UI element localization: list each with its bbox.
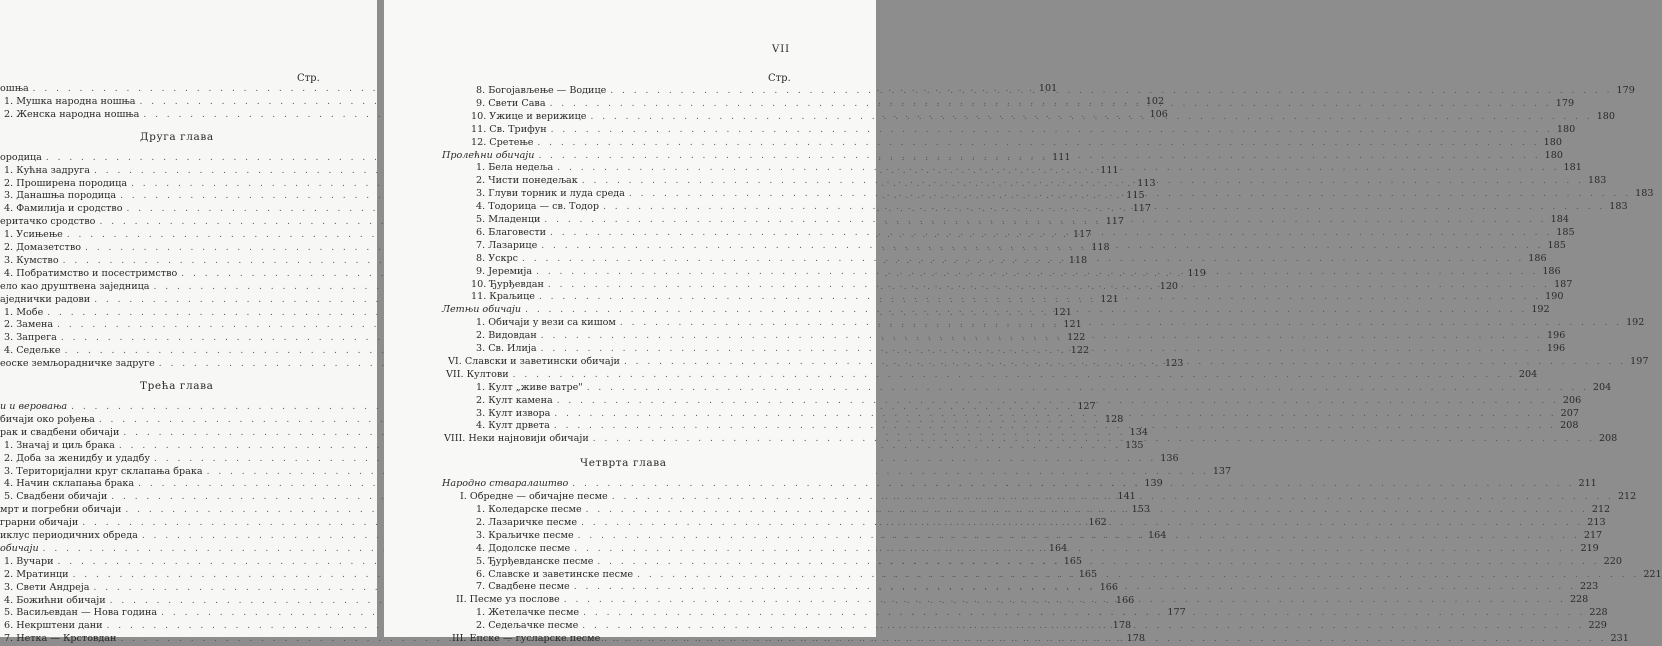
toc-entry-title: 3. Св. Илија [476,343,537,354]
toc-entry-title: 1. Жетелачке песме [476,607,580,619]
toc-entry-title: 2. Култ камена [476,394,553,406]
toc-entry-page: 229 [1588,620,1607,632]
toc-entry-page: 164 [1148,530,1167,541]
toc-entry-page: 118 [1091,242,1110,253]
toc-entry-page: 192 [1531,304,1550,316]
toc-entry-title: 8. Ускрс [476,252,519,264]
toc-entry-page: 121 [1100,293,1119,305]
toc-entry-page: 122 [1070,345,1090,357]
toc-entry-title: обичаји [0,542,39,554]
toc-entry-title: 1. Мобе [4,306,44,318]
toc-entry-title: 2. Седељачке песме [476,620,579,632]
toc-entry-page: 164 [1048,542,1068,554]
toc-entry-page: 106 [1149,108,1168,120]
toc-entry-title: Народно стваралаштво [442,478,569,490]
toc-entry-page: 208 [1598,433,1618,445]
toc-entry-page: 162 [1088,517,1107,529]
toc-entry-page: 190 [1545,291,1564,303]
toc-entry-title: Летњи обичаји [442,304,522,316]
toc-entry-page: 121 [1053,306,1072,318]
toc-entry-page: 231 [1610,633,1629,644]
toc-entry-title: 8. Богојављење — Водице [476,85,607,96]
toc-entry-page: 123 [1164,358,1184,370]
toc-entry-title: 5. Младенци [476,214,541,225]
toc-entry-title: рак и свадбени обичаји [0,426,120,438]
toc-entry-title: 2. Домазетство [4,242,82,253]
toc-entry-page: 183 [1609,201,1628,213]
toc-entry-title: еритачко сродство [0,216,96,228]
toc-entry-page: 186 [1542,265,1561,277]
toc-entry-title: VII. Култови [446,368,509,380]
toc-entry-page: 117 [1105,216,1124,228]
toc-entry-page: 178 [1112,620,1132,632]
toc-entry-title: 2. Лазаричке песме [476,516,578,528]
toc-entry-page: 111 [1052,151,1071,163]
toc-entry-page: 207 [1560,407,1579,419]
toc-entry-page: 197 [1630,355,1649,367]
toc-entry-page: 184 [1550,214,1569,225]
toc-entry-page: 220 [1603,555,1622,567]
toc-entry-title: 3. Култ извора [476,407,551,419]
toc-entry-title: 6. Славске и заветинске песме [476,568,634,580]
toc-entry-title: 3. Данашња породица [4,190,117,202]
toc-entry-page: 120 [1159,280,1179,292]
toc-entry-title: 10. Ужице и верижице [471,110,587,122]
toc-entry-page: 185 [1556,226,1575,238]
toc-entry-title: 4. Фамилија и сродство [4,203,123,215]
toc-entry-page: 115 [1126,190,1145,202]
toc-entry [471,136,1562,149]
toc-entry-page: 211 [1578,478,1597,490]
toc-entry-title: VI. Славски и заветински обичаји [448,355,620,367]
toc-entry-title: 10. Ђурђевдан [471,278,544,290]
toc-entry-page: 179 [1616,85,1635,96]
toc-entry-title: 4. Тодорица — св. Тодор [476,201,600,213]
toc-entry-title: 2. Видовдан [476,330,537,342]
toc-entry-title: 2. Замена [4,319,54,331]
toc-entry-title: 1. Коледарске песме [476,504,582,515]
toc-entry-page: 177 [1167,607,1186,619]
toc-entry-page: 137 [1212,465,1232,477]
toc-entry-title: 5. Ђурђевданске песме [476,555,594,567]
toc-entry-page: 141 [1117,491,1136,503]
toc-entry-title: 3. Запрега [4,332,57,344]
toc-entry-title: иклус периодичних обреда [0,530,138,541]
toc-entry-page: 221 [1643,568,1662,580]
toc-entry-page: 196 [1546,330,1566,342]
toc-entry-title: 2. Доба за женидбу и удадбу [4,452,151,464]
toc-entry-title: бичаји око рођења [0,413,95,425]
toc-entry [446,368,1538,381]
toc-entry-title: 1. Култ „живе ватре" [476,381,583,393]
toc-entry-page: 180 [1543,136,1562,148]
toc-entry-page: 111 [1100,164,1119,176]
toc-entry-title: 4. Култ дрвета [476,420,550,432]
toc-entry-title: еоске земљорадничке задруге [0,358,155,370]
toc-entry-title: 1. Вучари [4,555,54,567]
toc-entry-page: 183 [1635,188,1654,200]
toc-entry-page: 187 [1554,278,1573,290]
toc-entry [4,465,1232,478]
toc-entry-title: ело као друштвена заједница [0,280,150,292]
toc-entry-title: 2. Женска народна ношња [4,108,140,120]
toc-entry-page: 166 [1099,581,1118,593]
page-column-label: Стр. [297,73,320,84]
toc-entry-page: 119 [1187,267,1206,279]
section-heading: Трећа глава [140,380,214,392]
dot-leader [604,633,1606,646]
toc-entry-page: 117 [1132,203,1152,215]
toc-entry-page: 192 [1626,317,1645,329]
toc-entry-page: 181 [1563,162,1582,174]
toc-entry-title: 4. Побратимство и посестримство [4,267,178,279]
toc-entry-title: 7. Нетка — Крстовдан [4,633,117,645]
toc-entry-title: 11. Св. Трифун [471,123,547,135]
toc-entry-page: 165 [1078,568,1098,580]
toc-entry-page: 228 [1589,607,1608,619]
toc-entry-title: ошња [0,83,29,94]
dot-leader [593,433,1595,446]
toc-entry-page: 180 [1544,149,1563,161]
toc-entry-title: 12. Сретење [471,136,534,148]
toc-entry-page: 127 [1077,401,1096,412]
toc-entry-title: 2. Чисти понедељак [476,175,578,187]
page-number: VII [772,44,791,55]
toc-entry-title: 6. Некрштени дани [4,620,103,632]
toc-entry-page: 139 [1144,478,1163,490]
toc-entry [476,381,1612,394]
toc-entry-page: 196 [1546,343,1566,354]
section-heading: Друга глава [140,130,214,143]
toc-entry-title: 9. Јеремија [476,265,533,277]
toc-entry-title: 5. Васиљевдан — Нова година [4,607,158,619]
toc-entry-title: 4. Седељке [4,345,61,357]
toc-entry-title: 1. Кућна задруга [4,164,91,176]
toc-entry-page: 128 [1105,413,1124,425]
toc-entry-page: 113 [1137,177,1156,189]
toc-entry-title: 3. Свети Андреја [4,581,90,593]
toc-entry-page: 223 [1579,581,1599,593]
toc-entry-page: 101 [1038,83,1058,94]
toc-entry-page: 213 [1587,516,1606,528]
toc-entry-page: 180 [1596,110,1616,122]
toc-entry-page: 179 [1555,97,1575,109]
toc-entry-page: 121 [1063,319,1082,331]
toc-entry-title: VIII. Неки најновији обичаји [444,433,589,445]
toc-entry-title: 1. Значај и циљ брака [4,439,115,451]
toc-entry-title: II. Песме уз послове [456,594,560,606]
toc-entry-page: 117 [1073,229,1092,241]
toc-entry-page: 186 [1528,252,1547,264]
toc-entry-title: 5. Свадбени обичаји [4,491,108,503]
toc-entry-page: 166 [1115,594,1135,606]
toc-entry-page: 212 [1617,491,1637,503]
toc-entry-title: и и веровања [0,401,68,412]
toc-entry-page: 134 [1129,426,1148,438]
toc-entry-title: 7. Свадбене песме [476,581,570,593]
toc-entry-page: 153 [1131,504,1150,516]
toc-entry-title: аједнички радови [0,293,91,305]
toc-entry-page: 178 [1126,633,1145,645]
toc-entry-title: 11. Краљице [471,291,535,303]
toc-entry-page: 204 [1592,381,1612,393]
toc-entry-page: 212 [1591,504,1611,515]
toc-entry-title: 1. Обичаји у вези са кишом [476,317,616,329]
toc-entry-page: 102 [1145,95,1165,107]
toc-entry-page: 180 [1556,123,1576,135]
toc-entry-page: 204 [1518,368,1538,380]
toc-entry-page: 206 [1562,394,1582,406]
toc-entry-title: ородица [0,151,42,163]
toc-entry-title: I. Обредне — обичајне песме [460,491,608,503]
toc-entry-title: 3. Кумство [4,254,59,266]
toc-entry-title: 3. Краљичке песме [476,529,574,541]
toc-entry-title: 3. Територијални круг склапања брака [4,465,203,477]
toc-entry-page: 122 [1067,332,1086,344]
section-heading: Четврта глава [580,457,667,470]
toc-entry-title: 1. Усињење [4,229,63,241]
toc-entry-page: 208 [1560,420,1579,432]
toc-entry-title: Пролећни обичаји [442,149,535,161]
toc-entry-page: 228 [1569,594,1589,606]
toc-entry-title: грарни обичаји [0,517,79,529]
toc-entry-page: 136 [1160,452,1179,464]
toc-entry-page: 165 [1063,555,1083,567]
toc-entry-page: 118 [1068,254,1088,266]
toc-entry-title: III. Епске — гусларске песме [452,633,601,644]
page-column-label: Стр. [768,73,791,84]
toc-entry [471,123,1576,136]
toc-entry-title: 9. Свети Сава [476,97,546,109]
toc-entry-title: 1. Бела недеља [476,162,554,174]
toc-entry-title: 4. Божићни обичаји [4,594,106,606]
toc-entry-page: 183 [1588,175,1607,187]
toc-entry-title: 3. Глуви торник и луда среда [476,188,625,200]
toc-entry-title: 7. Лазарице [476,239,538,251]
toc-entry-title: 2. Мратинци [4,568,69,580]
toc-entry-title: 6. Благовести [476,226,547,238]
toc-entry-page: 217 [1583,529,1603,541]
toc-entry-title: 1. Мушка народна ношња [4,95,136,107]
toc-entry-page: 185 [1547,239,1566,251]
toc-entry-title: 2. Проширена породица [4,177,128,189]
toc-entry-title: мрт и погребни обичаји [0,504,122,516]
toc-entry-page: 135 [1125,439,1144,451]
toc-entry-title: 4. Начин склапања брака [4,478,135,490]
toc-entry-page: 219 [1580,542,1599,554]
toc-entry-title: 4. Додолске песме [476,542,571,554]
